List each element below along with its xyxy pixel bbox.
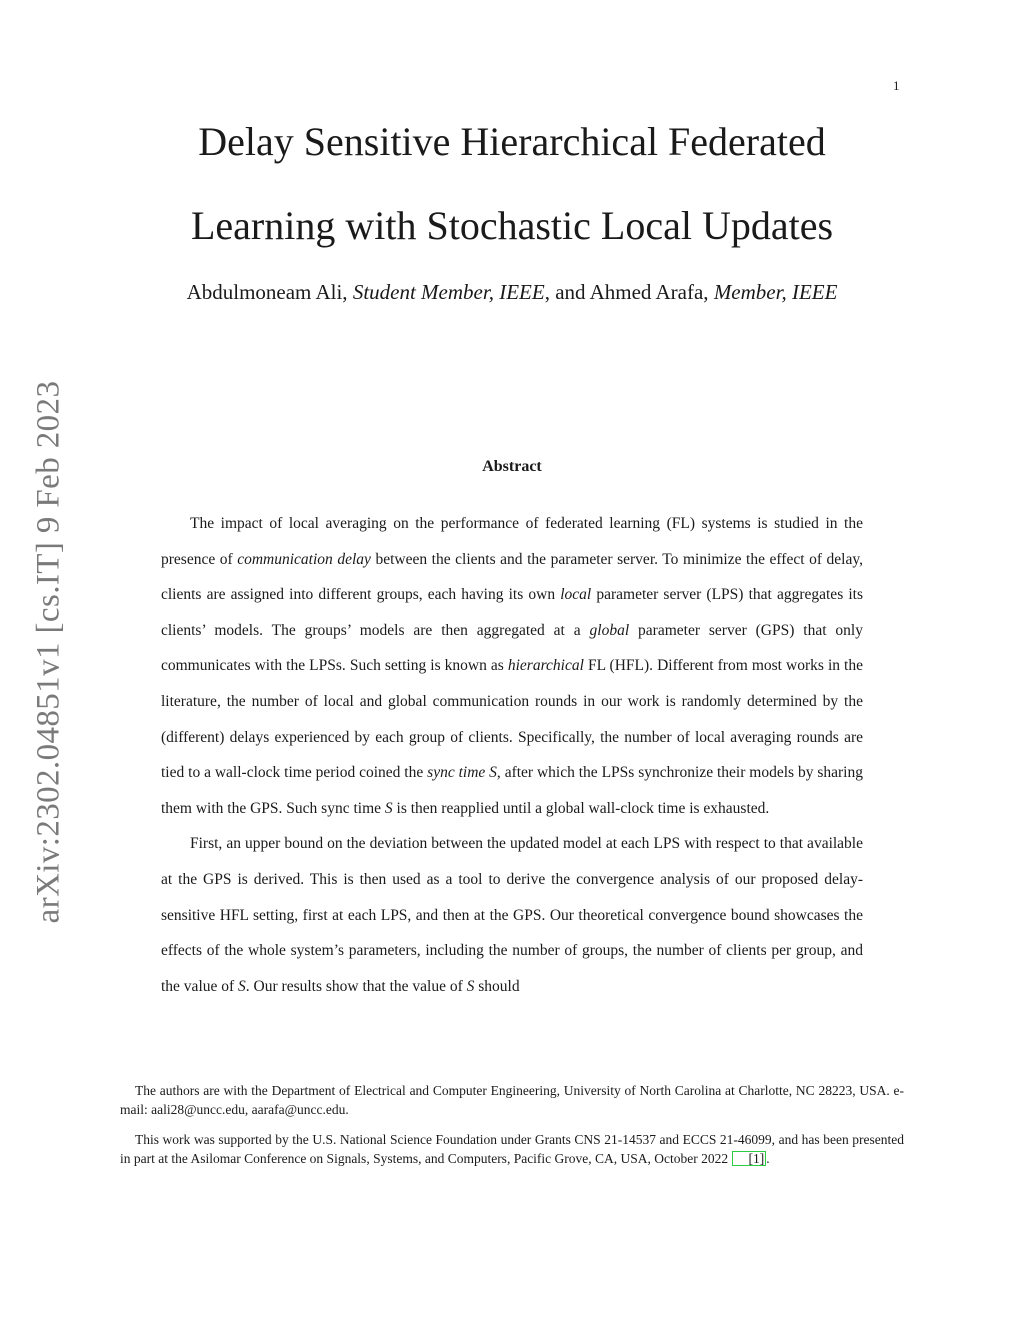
abstract-heading: Abstract: [482, 458, 542, 475]
title-line-2: Learning with Stochastic Local Updates: [190, 203, 834, 248]
math-symbol: S: [238, 977, 246, 995]
text-run: The impact of local averaging on the performance of federated learning (FL) systems is studied in the presence of: [161, 515, 863, 568]
footnotes: [120, 1081, 904, 1179]
title-line-1: Delay Sensitive Hierarchical Federated: [198, 119, 826, 164]
author-connector: , and Ahmed Arafa,: [544, 280, 714, 304]
emphasis: sync time S: [427, 764, 497, 782]
emphasis: communication delay: [237, 550, 371, 568]
abstract-paragraph-1: [161, 506, 863, 826]
text-run: First, an upper bound on the deviation between the updated model at each LPS with respect to that available at the GPS is derived. This is then used as a tool to derive the convergence analysis of our proposed delay-sensitive HFL setting, first at each LPS, and then at the GPS. Our theoretical convergence bound showcases the effects of the whole system’s parameters, including the number of groups, the number of clients per group, and the value of: [161, 835, 863, 995]
text-run: should: [474, 977, 520, 995]
math-symbol: S: [384, 799, 393, 817]
arxiv-identifier-stamp: arXiv:2302.04851v1 [cs.IT] 9 Feb 2023: [30, 380, 67, 924]
citation-link[interactable]: [1]: [732, 1151, 767, 1166]
math-symbol: S: [466, 977, 475, 995]
abstract-body: [161, 506, 863, 1004]
text-run: . Our results show that the value of: [245, 977, 467, 995]
emphasis: local: [560, 586, 592, 604]
footnote-affiliation: The authors are with the Department of Electrical and Computer Engineering, University of North Carolina at Charlotte, NC 28223, USA. e-mail: aali28@uncc.edu, aarafa@uncc.edu.: [120, 1083, 904, 1117]
paper-title: [150, 100, 874, 268]
footnote-funding: [120, 1130, 904, 1168]
text-run: This work was supported by the U.S. National Science Foundation under Grants CNS 21-14537 and ECCS 21-46099, and has been presented in part at the Asilomar Conference on Signals, Systems, and Computers, Pacific Grove, CA, USA, October 2022: [120, 1132, 904, 1166]
text-run: between the clients and the parameter server. To minimize the effect of delay, clients are assigned into different groups, each having its own: [161, 550, 863, 604]
text-run: FL (HFL). Different from most works in the literature, the number of local and global communication rounds in our work is randomly determined by the (different) delays experienced by each group of clients. Specifically, the number of local averaging rounds are tied to a wall-clock time period coined the: [161, 657, 863, 782]
emphasis: global: [589, 621, 630, 639]
text-run: parameter server (LPS) that aggregates its clients’ models. The groups’ models are then aggregated at a: [161, 586, 863, 639]
page-number: 1: [893, 78, 900, 93]
author-1-name: Abdulmoneam Ali,: [186, 280, 353, 304]
text-run: is then reapplied until a global wall-clock time is exhausted.: [392, 799, 770, 817]
text-run: parameter server (GPS) that only communicates with the LPSs. Such setting is known as: [161, 621, 863, 675]
text-run: , after which the LPSs synchronize their models by sharing them with the GPS. Such sync time: [161, 764, 863, 817]
author-1-membership: Student Member, IEEE: [352, 280, 545, 304]
author-2-membership: Member, IEEE: [713, 280, 838, 304]
abstract-paragraph-2: [161, 826, 863, 1004]
text-run: .: [766, 1151, 770, 1166]
emphasis: hierarchical: [507, 657, 584, 675]
author-list: [100, 280, 924, 305]
